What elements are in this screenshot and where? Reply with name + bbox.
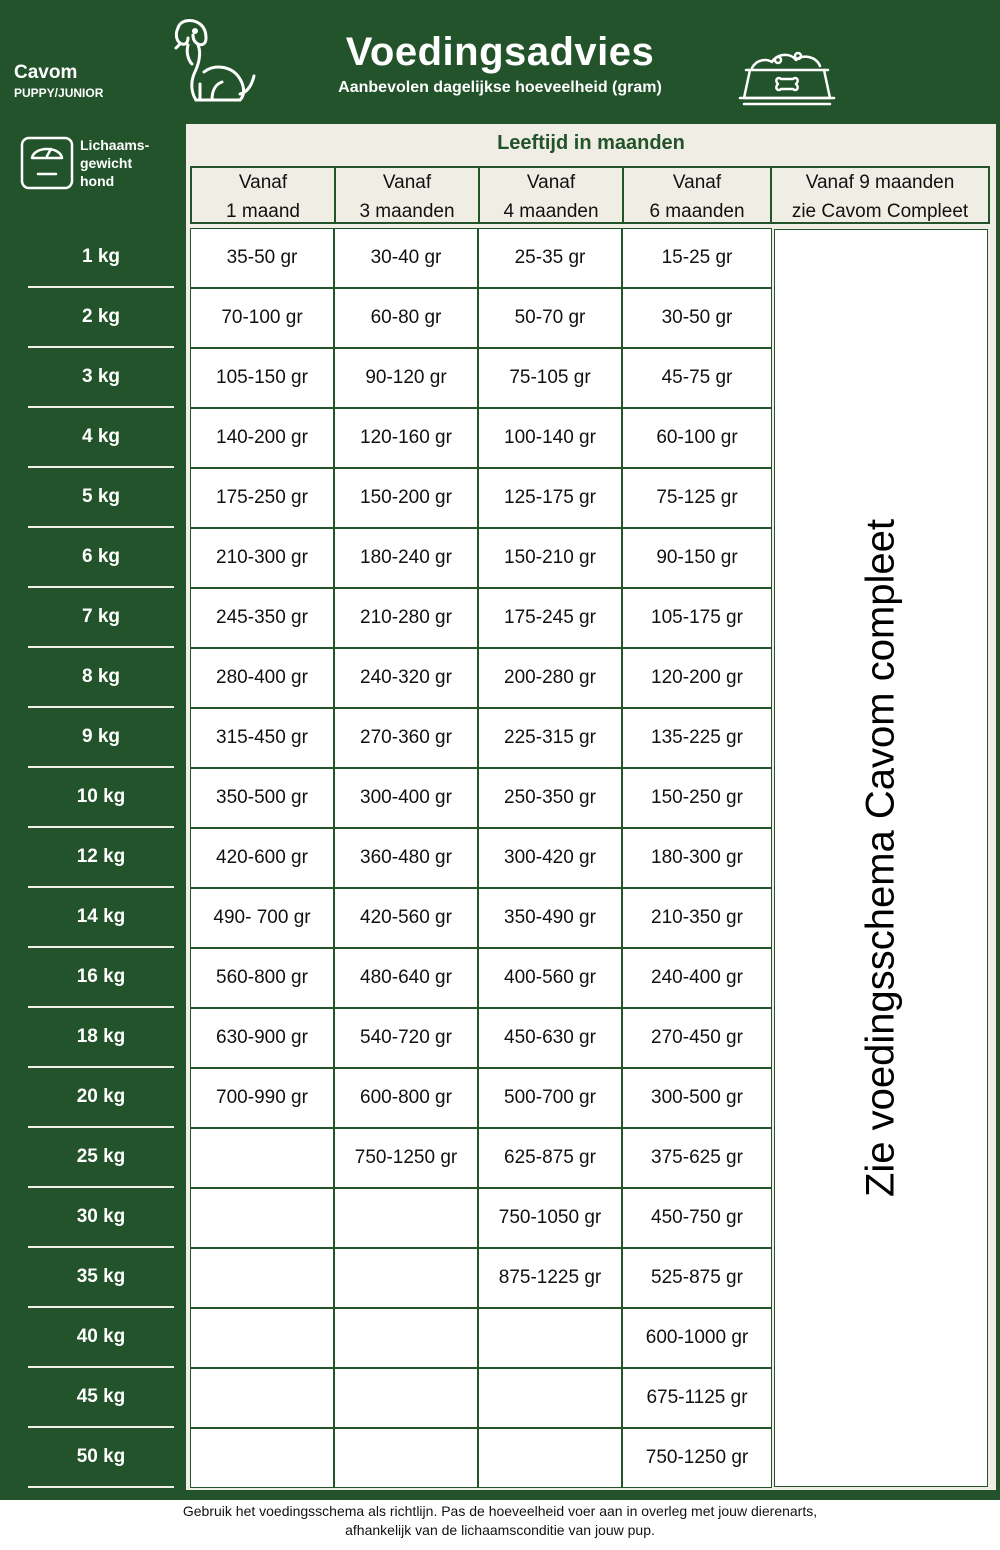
table-cell: 30-50 gr (622, 288, 772, 348)
table-cell (190, 1428, 334, 1488)
table-cell: 210-300 gr (190, 528, 334, 588)
table-cell: 175-250 gr (190, 468, 334, 528)
column-header-1-maand: Vanaf 1 maand (190, 166, 336, 224)
table-cell (190, 1188, 334, 1248)
table-cell: 300-420 gr (478, 828, 622, 888)
table-cell: 600-800 gr (334, 1068, 478, 1128)
brand (14, 62, 103, 100)
table-cell: 420-560 gr (334, 888, 478, 948)
table-cell: 450-750 gr (622, 1188, 772, 1248)
weight-label: Lichaams- gewicht hond (80, 137, 150, 189)
table-cell: 30-40 gr (334, 228, 478, 288)
table-cell: 180-240 gr (334, 528, 478, 588)
page-subtitle: Aanbevolen dagelijkse hoeveelheid (gram) (338, 79, 662, 96)
weight-row-label: 18 kg (28, 1008, 174, 1068)
header (300, 30, 700, 97)
weight-row-label: 2 kg (28, 288, 174, 348)
weight-row-label: 40 kg (28, 1308, 174, 1368)
table-cell (190, 1128, 334, 1188)
weight-row-label: 35 kg (28, 1248, 174, 1308)
column-header-4-maanden: Vanaf 4 maanden (478, 166, 624, 224)
table-cell: 350-490 gr (478, 888, 622, 948)
table-cell: 125-175 gr (478, 468, 622, 528)
weight-row-label: 25 kg (28, 1128, 174, 1188)
table-cell: 700-990 gr (190, 1068, 334, 1128)
table-cell: 315-450 gr (190, 708, 334, 768)
table-cell (478, 1368, 622, 1428)
table-cell: 750-1050 gr (478, 1188, 622, 1248)
table-cell: 75-105 gr (478, 348, 622, 408)
weight-row-label: 45 kg (28, 1368, 174, 1428)
table-cell: 120-160 gr (334, 408, 478, 468)
table-cell: 375-625 gr (622, 1128, 772, 1188)
table-cell: 300-400 gr (334, 768, 478, 828)
table-cell: 150-210 gr (478, 528, 622, 588)
table-cell: 135-225 gr (622, 708, 772, 768)
table-cell: 750-1250 gr (622, 1428, 772, 1488)
brand-sub: PUPPY/JUNIOR (14, 86, 104, 100)
table-cell: 675-1125 gr (622, 1368, 772, 1428)
table-cell: 480-640 gr (334, 948, 478, 1008)
table-cell: 240-320 gr (334, 648, 478, 708)
table-cell: 250-350 gr (478, 768, 622, 828)
compleet-column (774, 229, 988, 1487)
table-cell (478, 1308, 622, 1368)
table-cell (334, 1188, 478, 1248)
table-cell: 750-1250 gr (334, 1128, 478, 1188)
age-header: Leeftijd in maanden (497, 131, 685, 154)
table-cell: 400-560 gr (478, 948, 622, 1008)
table-cell: 350-500 gr (190, 768, 334, 828)
weight-row-label: 50 kg (28, 1428, 174, 1488)
table-cell: 60-80 gr (334, 288, 478, 348)
table-cell: 630-900 gr (190, 1008, 334, 1068)
table-cell: 210-350 gr (622, 888, 772, 948)
table-cell (190, 1248, 334, 1308)
table-cell: 120-200 gr (622, 648, 772, 708)
table-cell: 280-400 gr (190, 648, 334, 708)
column-header-3-maanden: Vanaf 3 maanden (334, 166, 480, 224)
table-cell: 90-150 gr (622, 528, 772, 588)
weight-row-label: 30 kg (28, 1188, 174, 1248)
table-cell: 45-75 gr (622, 348, 772, 408)
weight-row-label: 16 kg (28, 948, 174, 1008)
table-cell: 35-50 gr (190, 228, 334, 288)
food-bowl-icon (738, 46, 836, 108)
table-cell (334, 1308, 478, 1368)
table-cell: 105-175 gr (622, 588, 772, 648)
table-cell: 600-1000 gr (622, 1308, 772, 1368)
table-cell: 270-360 gr (334, 708, 478, 768)
table-cell: 625-875 gr (478, 1128, 622, 1188)
table-cell: 75-125 gr (622, 468, 772, 528)
table-cell: 875-1225 gr (478, 1248, 622, 1308)
table-cell: 270-450 gr (622, 1008, 772, 1068)
table-cell: 420-600 gr (190, 828, 334, 888)
table-cell: 245-350 gr (190, 588, 334, 648)
weight-row-label: 3 kg (28, 348, 174, 408)
table-cell: 25-35 gr (478, 228, 622, 288)
table-cell: 150-250 gr (622, 768, 772, 828)
table-cell (190, 1308, 334, 1368)
table-cell: 450-630 gr (478, 1008, 622, 1068)
weight-row-label: 9 kg (28, 708, 174, 768)
column-header-9-maanden: Vanaf 9 maanden zie Cavom Compleet (770, 166, 990, 224)
table-cell: 560-800 gr (190, 948, 334, 1008)
table-cell: 90-120 gr (334, 348, 478, 408)
table-cell: 225-315 gr (478, 708, 622, 768)
table-cell (334, 1248, 478, 1308)
footer-note: Gebruik het voedingsschema als richtlijn. Pas de hoeveelheid voer aan in overleg met jouw dierenarts, afhankelijk van de lichaamsconditie van jouw pup. (0, 1500, 1000, 1550)
table-cell: 50-70 gr (478, 288, 622, 348)
table-cell: 540-720 gr (334, 1008, 478, 1068)
weight-rows (28, 228, 174, 1488)
table-cell: 60-100 gr (622, 408, 772, 468)
table-cell: 240-400 gr (622, 948, 772, 1008)
table-cell (334, 1428, 478, 1488)
weight-row-label: 8 kg (28, 648, 174, 708)
weighing-scale-icon (20, 136, 74, 190)
column-header-6-maanden: Vanaf 6 maanden (622, 166, 772, 224)
weight-row-label: 10 kg (28, 768, 174, 828)
table-cell (190, 1368, 334, 1428)
compleet-note: Zie voedingsschema Cavom compleet (858, 518, 903, 1198)
table-cell (334, 1368, 478, 1428)
table-cell: 175-245 gr (478, 588, 622, 648)
weight-row-label: 6 kg (28, 528, 174, 588)
brand-name: Cavom (14, 62, 78, 83)
table-cell: 100-140 gr (478, 408, 622, 468)
page-title: Voedingsadvies (345, 30, 655, 74)
weight-row-label: 7 kg (28, 588, 174, 648)
sitting-dog-icon (168, 14, 260, 106)
table-cell: 490- 700 gr (190, 888, 334, 948)
weight-row-label: 5 kg (28, 468, 174, 528)
table-cell: 140-200 gr (190, 408, 334, 468)
table-cell: 70-100 gr (190, 288, 334, 348)
table-cell: 200-280 gr (478, 648, 622, 708)
table-cell: 210-280 gr (334, 588, 478, 648)
table-cell: 15-25 gr (622, 228, 772, 288)
table-cell: 180-300 gr (622, 828, 772, 888)
table-cell (478, 1428, 622, 1488)
table-cell: 150-200 gr (334, 468, 478, 528)
weight-row-label: 14 kg (28, 888, 174, 948)
table-cell: 360-480 gr (334, 828, 478, 888)
weight-row-label: 4 kg (28, 408, 174, 468)
table-cell: 500-700 gr (478, 1068, 622, 1128)
table-cell: 525-875 gr (622, 1248, 772, 1308)
weight-row-label: 12 kg (28, 828, 174, 888)
table-cell: 105-150 gr (190, 348, 334, 408)
table-cell: 300-500 gr (622, 1068, 772, 1128)
weight-row-label: 20 kg (28, 1068, 174, 1128)
weight-row-label: 1 kg (28, 228, 174, 288)
